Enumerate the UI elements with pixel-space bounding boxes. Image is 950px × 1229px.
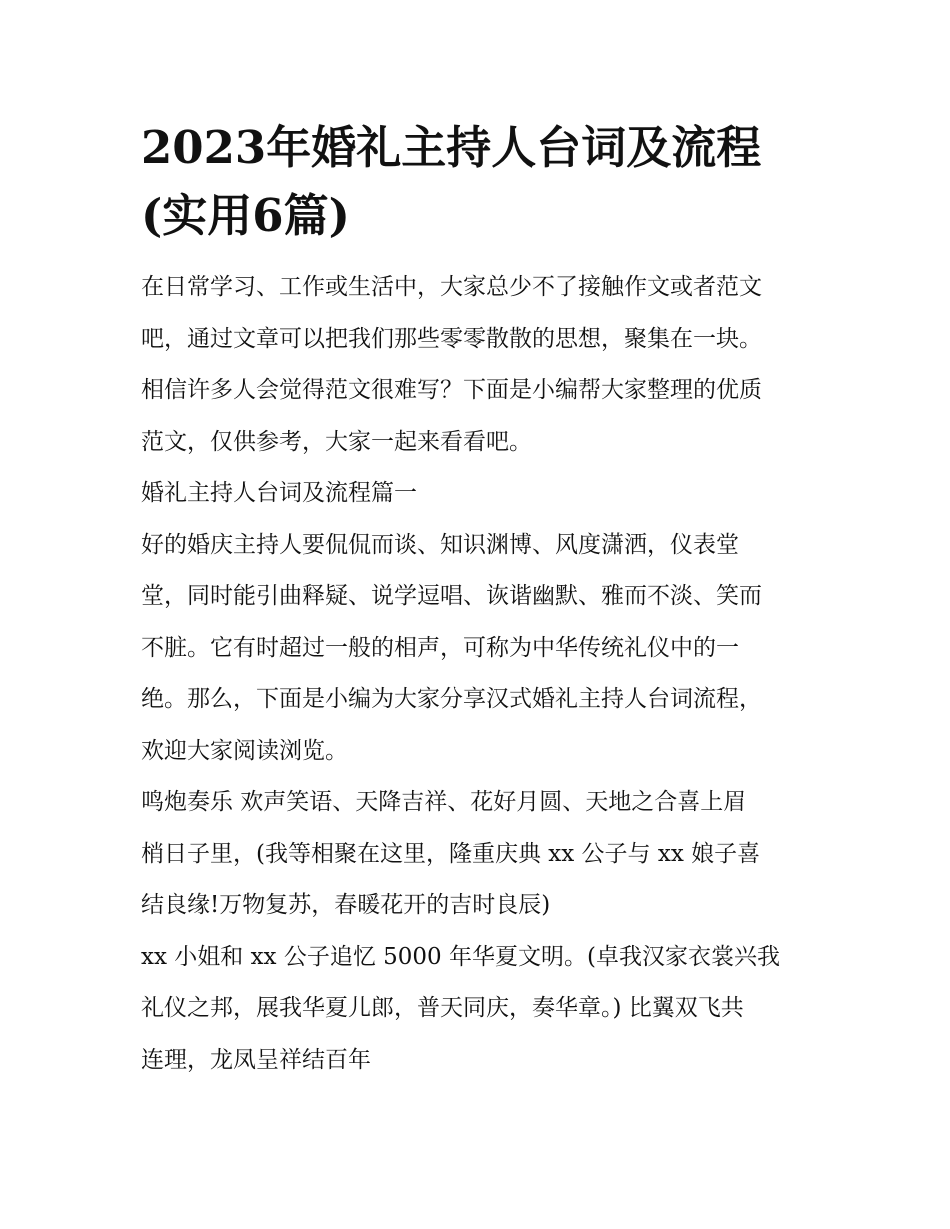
paragraph-line: 礼仪之邦，展我华夏儿郎，普天同庆，奏华章。) 比翼双飞共 [141, 995, 744, 1021]
paragraph-line: 绝。那么，下面是小编为大家分享汉式婚礼主持人台词流程， [141, 686, 762, 712]
intro-line: 范文，仅供参考，大家一起来看看吧。 [141, 428, 532, 455]
paragraph-line: 不脏。它有时超过一般的相声，可称为中华传统礼仪中的一 [141, 634, 739, 661]
intro-line: 相信许多人会觉得范文很难写？下面是小编帮大家整理的优质 [141, 377, 762, 403]
intro-line: 吧，通过文章可以把我们那些零零散散的思想，聚集在一块。 [141, 325, 762, 352]
paragraph-line: xx 小姐和 xx 公子追忆 5000 年华夏文明。(卓我汉家衣裳兴我 [141, 943, 780, 970]
paragraph-line: 好的婚庆主持人要侃侃而谈、知识渊博、风度潇洒，仪表堂 [141, 531, 739, 558]
paragraph-line: 欢迎大家阅读浏览。 [141, 737, 348, 764]
paragraph-line: 堂，同时能引曲释疑、说学逗唱、诙谐幽默、雅而不淡、笑而 [141, 583, 762, 609]
paragraph-line: 梢日子里，(我等相聚在这里，隆重庆典 xx 公子与 xx 娘子喜 [141, 840, 761, 867]
title-line: 2023年婚礼主持人台词及流程 [141, 121, 762, 174]
paragraph-line: 鸣炮奏乐 欢声笑语、天降吉祥、花好月圆、天地之合喜上眉 [141, 789, 747, 815]
document-content [141, 114, 813, 1086]
intro-line: 在日常学习、工作或生活中，大家总少不了接触作文或者范文 [141, 274, 762, 300]
document-title [141, 114, 813, 250]
document-body [141, 262, 813, 1086]
paragraph-line: 连理，龙凤呈祥结百年 [141, 1046, 371, 1073]
paragraph-line: 结良缘!万物复苏，春暖花开的吉时良辰) [141, 892, 551, 918]
section-heading: 婚礼主持人台词及流程篇一 [141, 480, 417, 506]
title-line: (实用6篇) [141, 189, 350, 242]
